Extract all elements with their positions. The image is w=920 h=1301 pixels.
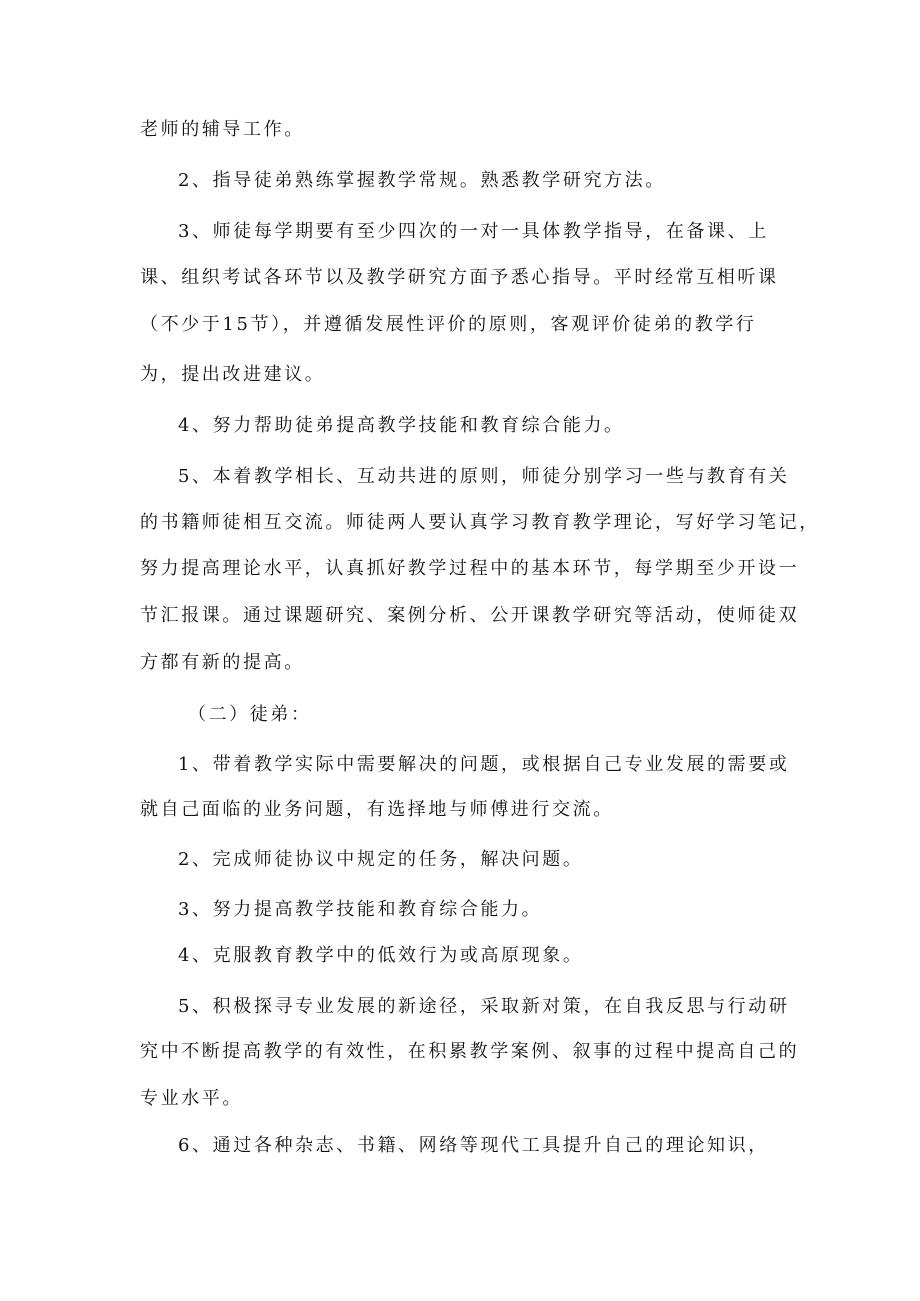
text-line: 为，提出改进建议。	[140, 364, 326, 385]
text-line: 4、克服教育教学中的低效行为或高原现象。	[178, 945, 584, 966]
text-line: 老师的辅导工作。	[140, 119, 305, 140]
text-line: 的书籍师徒相互交流。师徒两人要认真学习教育教学理论，写好学习笔记，	[140, 512, 820, 533]
text-line: 专业水平。	[140, 1088, 243, 1109]
text-line: 3、努力提高教学技能和教育综合能力。	[178, 899, 543, 920]
text-line: 究中不断提高教学的有效性，在积累教学案例、叙事的过程中提高自己的	[140, 1041, 800, 1062]
text-line: （不少于15节），并遵循发展性评价的原则，客观评价徒弟的教学行	[140, 314, 757, 335]
text-line: 课、组织考试各环节以及教学研究方面予悉心指导。平时经常互相听课	[140, 267, 779, 288]
text-line: 2、完成师徒协议中规定的任务，解决问题。	[178, 849, 584, 870]
text-line: 努力提高理论水平，认真抓好教学过程中的基本环节，每学期至少开设一	[140, 558, 800, 579]
text-line: 4、努力帮助徒弟提高教学技能和教育综合能力。	[178, 415, 625, 436]
text-line: 3、师徒每学期要有至少四次的一对一具体教学指导，在备课、上	[178, 221, 769, 242]
text-line: 5、本着教学相长、互动共进的原则，师徒分别学习一些与教育有关	[178, 466, 790, 487]
text-line: 5、积极探寻专业发展的新途径，采取新对策，在自我反思与行动研	[178, 996, 790, 1017]
text-line: 6、通过各种杂志、书籍、网络等现代工具提升自己的理论知识，	[178, 1135, 769, 1156]
text-line: 2、指导徒弟熟练掌握教学常规。熟悉教学研究方法。	[178, 170, 666, 191]
text-line: 节汇报课。通过课题研究、案例分析、公开课教学研究等活动，使师徒双	[140, 605, 800, 626]
text-line: 1、带着教学实际中需要解决的问题，或根据自己专业发展的需要或	[178, 754, 790, 775]
text-line: 方都有新的提高。	[140, 652, 305, 673]
text-line: 就自己面临的业务问题，有选择地与师傅进行交流。	[140, 799, 614, 820]
section-heading: （二）徒弟：	[188, 704, 312, 725]
